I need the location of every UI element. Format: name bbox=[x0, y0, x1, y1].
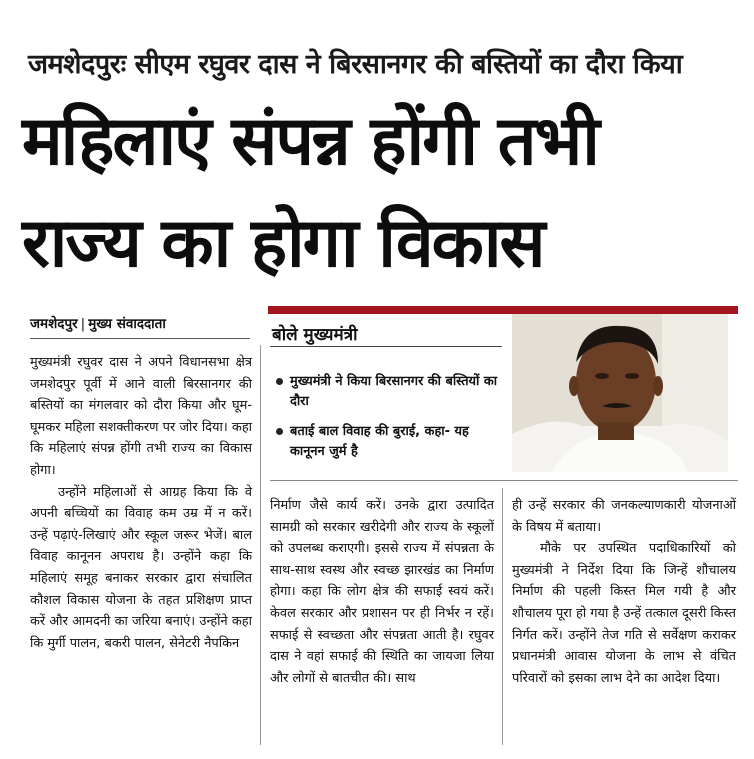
dateline-rule bbox=[30, 338, 250, 339]
dateline-reporter: मुख्य संवाददाता bbox=[88, 316, 166, 332]
sidebox-title-rule bbox=[270, 346, 502, 347]
chief-minister-photo bbox=[512, 314, 728, 472]
main-headline-line-2: राज्य का होगा विकास bbox=[22, 204, 544, 283]
portrait-image bbox=[512, 314, 728, 472]
dateline-separator: | bbox=[80, 316, 86, 332]
article-column-2 bbox=[270, 495, 494, 689]
dateline bbox=[30, 314, 166, 332]
bullet-dot-icon bbox=[276, 428, 283, 435]
paragraph: निर्माण जैसे कार्य करें। उनके द्वारा उत्पादित सामग्री को सरकार खरीदेगी और राज्य के स्कूलों को उपलब्ध कराएगी। इससे राज्य में संपन्नता के साथ-साथ स्वस्थ और स्वच्छ झारखंड का निर्माण होगा। कहा कि लोग क्षेत्र की सफाई स्वयं करें। केवल सरकार और प्रशासन पर ही निर्भर न रहें। सफाई से स्वच्छता और संपन्नता आती है। रघुवर दास ने वहां सफाई की स्थिति का जायजा लिया और लोगों से बातचीत की। साथ bbox=[270, 498, 494, 686]
paragraph: उन्होंने महिलाओं से आग्रह किया कि वे अपनी बच्चियों का विवाह कम उम्र में न करें। उन्हें पढ़ाएं-लिखाएं और स्कूल जरूर भेजें। बाल विवाह कानूनन अपराध है। उन्होंने कहा कि महिलाएं समूह बनाकर सरकार द्वारा संचालित कौशल विकास योजना के तहत प्रशिक्षण प्राप्त करें और आमदनी का जरिया बनाएं। उन्होंने कहा कि मुर्गी पालन, बकरी पालन, सेनेटरी नैपकिन bbox=[30, 484, 252, 651]
article-column-1 bbox=[30, 352, 252, 654]
sidebox-bullet bbox=[276, 422, 498, 462]
sidebox-bullet bbox=[276, 372, 498, 412]
bullet-text: बताई बाल विवाह की बुराई, कहा- यह कानूनन जुर्म है bbox=[290, 424, 469, 459]
article-column-3 bbox=[512, 495, 736, 689]
main-headline-line-1: महिलाएं संपन्न होंगी तभी bbox=[22, 102, 598, 181]
kicker-headline: जमशेदपुरः सीएम रघुवर दास ने बिरसानगर की बस्तियों का दौरा किया bbox=[28, 49, 683, 80]
paragraph: मौके पर उपस्थित पदाधिकारियों को मुख्यमंत्री ने निर्देश दिया कि जिन्हें शौचालय निर्माण की पहली किस्त मिल गयी है और शौचालय पूरा हो गया है उन्हें तत्काल दूसरी किस्त निर्गत करें। उन्होंने तेज गति से सर्वेक्षण कराकर प्रधानमंत्री आवास योजना के लाभ से वंचित परिवारों को इसका लाभ देने का आदेश दिया। bbox=[512, 541, 736, 686]
sidebox-accent-bar bbox=[268, 306, 738, 314]
sidebox-title: बोले मुख्यमंत्री bbox=[272, 325, 358, 345]
bullet-dot-icon bbox=[276, 378, 283, 385]
paragraph: ही उन्हें सरकार की जनकल्याणकारी योजनाओं के विषय में बताया। bbox=[512, 498, 736, 535]
sidebox-bottom-rule bbox=[270, 480, 738, 481]
paragraph: मुख्यमंत्री रघुवर दास ने अपने विधानसभा क्षेत्र जमशेदपुर पूर्वी में आने वाली बिरसानगर की बस्तियों का मंगलवार को दौरा किया और घूम-घूमकर महिला सशक्तीकरण पर जोर दिया। कहा कि महिलाएं संपन्न होंगी तभी राज्य का विकास होगा। bbox=[30, 355, 252, 478]
column-divider bbox=[260, 345, 261, 745]
column-divider bbox=[502, 488, 503, 745]
bullet-text: मुख्यमंत्री ने किया बिरसानगर की बस्तियों का दौरा bbox=[290, 374, 498, 409]
dateline-place: जमशेदपुर bbox=[30, 316, 78, 332]
